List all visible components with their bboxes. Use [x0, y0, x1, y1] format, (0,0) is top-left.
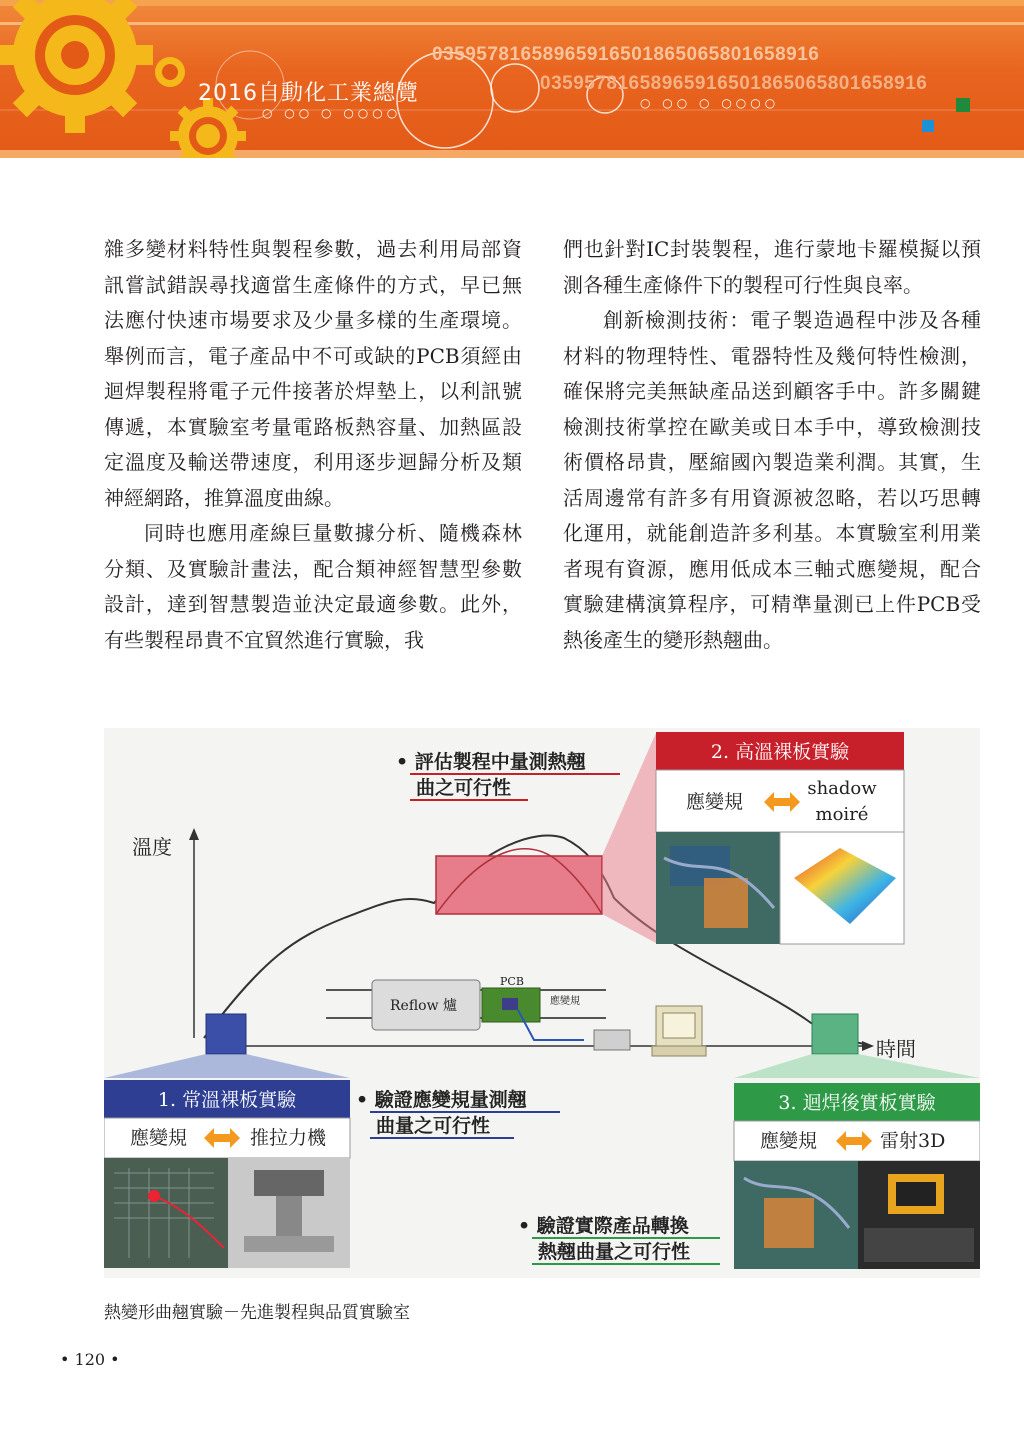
zone3-marker [812, 1014, 858, 1054]
zone1-projection [104, 1054, 350, 1078]
oven-label: Reflow 爐 [390, 998, 458, 1014]
gear-icon [150, 52, 190, 92]
box-post-reflow-experiment [734, 1083, 980, 1269]
zone3-projection [734, 1054, 980, 1078]
figure-caption: 熱變形曲翹實驗－先進製程與品質實驗室 [104, 1303, 410, 1323]
header-digits: 03595781658965916501865065801658916 [432, 44, 820, 65]
x-axis-label: 時間 [876, 1037, 916, 1061]
header-banner [0, 0, 1024, 158]
box1-right-label: 推拉力機 [250, 1127, 327, 1149]
box3-right-label: 雷射3D [880, 1130, 946, 1152]
right-column [563, 232, 981, 658]
note-mid-line2: 曲量之可行性 [376, 1115, 491, 1137]
zone2-marker [436, 856, 602, 914]
gear-icon [0, 0, 160, 140]
zone1-marker [206, 1014, 246, 1054]
header-digits: 03595781658965916501865065801658916 [540, 73, 928, 94]
box-room-temp-experiment [104, 1080, 350, 1268]
box3-left-label: 應變規 [760, 1130, 818, 1152]
box-high-temp-experiment [656, 732, 904, 944]
box2-title: 2. 高溫裸板實驗 [710, 741, 850, 763]
box1-left-label: 應變規 [130, 1127, 188, 1149]
note-mid-line1: • 驗證應變規量測翹 [356, 1089, 527, 1111]
paragraph: 創新檢測技術：電子製造過程中涉及各種材料的物理特性、電器特性及幾何特性檢測，確保將完美無缺產品送到顧客手中。許多關鍵檢測技術掌控在歐美或日本手中，導致檢測技術價格昂貴，壓縮國內製造業利潤。其實，生活周邊常有許多有用資源被忽略，若以巧思轉化運用，就能創造許多利基。本實驗室利用業者現有資源，應用低成本三軸式應變規，配合實驗建構演算程序，可精準量測已上件PCB受熱後產生的變形熱翹曲。 [563, 308, 981, 652]
box1-title: 1. 常溫裸板實驗 [157, 1089, 297, 1111]
page-number: • 120 • [60, 1350, 120, 1369]
gauge-label: 應變規 [550, 996, 580, 1007]
dots-decoration: ○ ○○ ○ ○○○○ [640, 96, 780, 110]
box2-right-label-1: shadow [807, 778, 877, 799]
blue-square [922, 120, 934, 132]
pcb-label: PCB [500, 975, 524, 988]
paragraph: 雜多變材料特性與製程參數，過去利用局部資訊嘗試錯誤尋找適當生產條件的方式，早已無法應付快速市場要求及少量多樣的生產環境。舉例而言，電子產品中不可或缺的PCB須經由迴焊製程將電子元件接著於焊墊上，以利訊號傳遞，本實驗室考量電路板熱容量、加熱區設定溫度及輸送帶速度，利用逐步迴歸分析及類神經網路，推算溫度曲線。 [104, 237, 522, 510]
warpage-experiment-figure [104, 728, 980, 1278]
green-square [956, 98, 970, 112]
box3-title: 3. 迴焊後實板實驗 [778, 1092, 936, 1114]
note-bottom-line2: 熱翹曲量之可行性 [538, 1241, 691, 1263]
note-bottom-line1: • 驗證實際產品轉換 [518, 1215, 689, 1237]
dots-decoration: ○ ○○ ○ ○○○○ [262, 106, 402, 120]
paragraph: 同時也應用產線巨量數據分析、隨機森林分類、及實驗計畫法，配合類神經智慧型參數設計，達到智慧製造並決定最適參數。此外，有些製程昂貴不宜貿然進行實驗，我 [104, 521, 522, 652]
box2-left-label: 應變規 [686, 791, 744, 813]
box2-right-label-2: moiré [815, 804, 869, 825]
zone2-projection [602, 733, 656, 943]
y-axis-label: 溫度 [132, 835, 172, 859]
note-top-line1: • 評估製程中量測熱翹 [396, 751, 586, 773]
data-logger [594, 1030, 630, 1050]
figure-diagram [104, 728, 980, 1278]
publication-title: 2016自動化工業總覽 [198, 81, 419, 106]
left-column [104, 232, 522, 658]
note-top-line2: 曲之可行性 [416, 777, 512, 799]
paragraph: 們也針對IC封裝製程，進行蒙地卡羅模擬以預測各種生產條件下的製程可行性與良率。 [563, 237, 981, 297]
